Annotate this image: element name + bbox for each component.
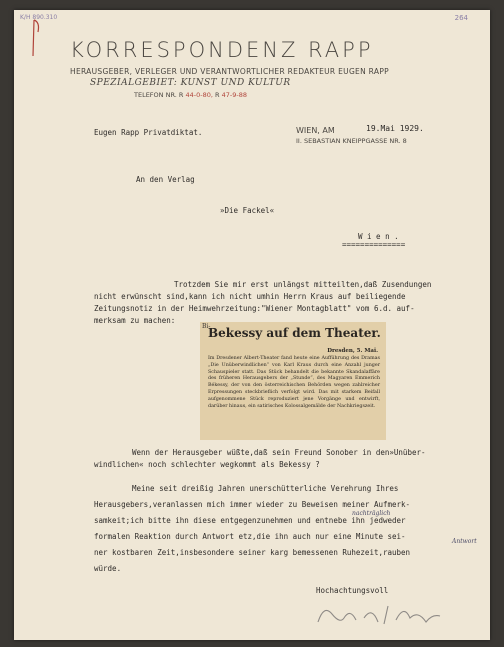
body-line: ner kostbaren Zeit,insbesondere seiner karg bemessenen Ruhezeit,rauben [94,548,411,557]
recipient-line-2: »Die Fackel« [220,206,275,215]
phone-label-2: R [214,91,220,99]
newspaper-clipping [200,322,386,440]
closing-line: Hochachtungsvoll [316,586,389,595]
pen-mark-icon [30,18,44,60]
letterhead-specialty: SPEZIALGEBIET: KUNST UND KULTUR [90,78,291,88]
phone-number-1: 44-0-80, [185,91,213,99]
letterhead-title: KORRESPONDENZ RAPP [70,38,374,62]
body-line: windlichen« noch schlechter wegkommt als Bekessy ? [94,460,320,469]
body-line: Zeitungsnotiz in der Heimwehrzeitung:"Wiener Montagblatt" vom 6.d. auf- [94,304,415,313]
place-label: WIEN, AM [296,126,335,135]
signature-icon [314,600,444,630]
letter-date: 19.Mai 1929. [366,124,424,133]
letterhead-subtitle: HERAUSGEBER, VERLEGER UND VERANTWORTLICHER REDAKTEUR EUGEN RAPP [70,67,389,76]
recipient-underline: ============== [342,240,406,249]
archive-mark: K/H 890.310 [20,14,58,21]
letterhead-phone [134,91,247,99]
street-address: II. SEBASTIAN KNEIPPGASSE NR. 8 [296,137,407,145]
body-line: merksam zu machen: [94,316,176,325]
body-line: formalen Reaktion durch Antwort etz,die ihn auch nur eine Minute sei- [94,532,406,541]
sender-line: Eugen Rapp Privatdiktat. [94,128,203,137]
clipping-headline: Bekessy auf dem Theater. [208,326,381,340]
body-line: Wenn der Herausgeber wüßte,daß sein Freund Sonober in den»Unüber- [132,448,426,457]
handwritten-note-1: nachträglich [352,510,391,517]
body-line: nicht erwünscht sind,kann ich nicht umhin Herrn Kraus auf beiliegende [94,292,406,301]
letter-page [14,10,490,640]
handwritten-note-2: Antwort [452,538,477,545]
phone-number-2: 47-9-88 [221,91,247,99]
recipient-line-1: An den Verlag [136,175,195,184]
page-number: 264 [454,14,468,22]
clipping-dateline: Dresden, 5. Mai. [327,348,378,354]
body-line: Herausgebers,veranlassen mich immer wieder zu Beweisen meiner Aufmerk- [94,500,411,509]
body-line: Trotzdem Sie mir erst unlängst mitteilten,daß Zusendungen [174,280,432,289]
body-line: würde. [94,564,122,573]
phone-label: TELEFON NR. R [134,91,184,99]
clipping-marker: Bi- [202,323,211,330]
recipient-line-3: W i e n . [358,232,399,241]
clipping-text: Im Dresdener Albert-Theater fand heute eine Aufführung des Dramas „Die Unüberwindlichen“ von Karl Kraus durch eine Anzahl junger Schauspieler statt. Das Stück behandelt die bekannte Skandalaffäre des früheren Herausgebers der „Stunde“, des Magyaren Emmerich Békessy, der von den österreichischen Behörden wegen zahlreicher Erpressungen steckbrieflich verfolgt wird. Das mit starkem Beifall aufgenommene Stück reproduziert jene Vorgänge und entwirft, darüber hinaus, ein satirisches Kolossalgemälde der Nachkriegszeit. [208,356,380,409]
body-line: samkeit;ich bitte ihn diese entgegenzunehmen und entnebe ihn jedweder [94,516,406,525]
body-line: Meine seit dreißig Jahren unerschütterliche Verehrung Ihres [132,484,399,493]
